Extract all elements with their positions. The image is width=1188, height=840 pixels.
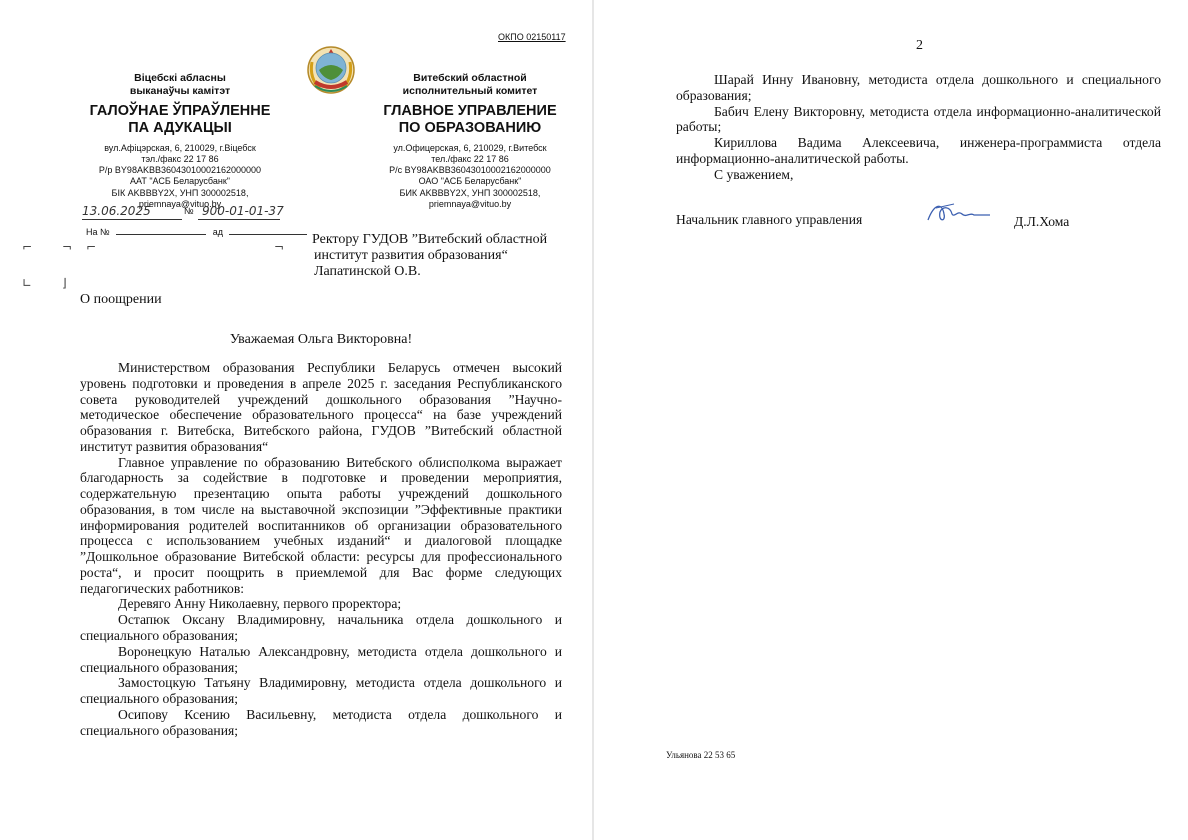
paragraph: С уважением, <box>714 166 794 182</box>
registration-date: 13.06.2025 <box>82 204 151 218</box>
recipient-block: Ректору ГУДОВ ”Витебский областной институт развития образования“ Лапатинской О.В. <box>312 232 548 280</box>
paragraph: Остапюк Оксану Владимировну, начальника отдела дошкольного и специального образования; <box>80 612 562 644</box>
na-label: На № <box>86 227 110 237</box>
paragraph: Замостоцкую Татьяну Владимировну, методиста отдела дошкольного и специального образования; <box>80 675 562 707</box>
dept-name-be: ГАЛОЎНАЕ ЎПРАЎЛЕННЕ ПА АДУКАЦЫІ <box>89 103 271 136</box>
na-line <box>116 234 206 235</box>
corner-mark: ¬ <box>274 240 285 254</box>
paragraph: Главное управление по образованию Витебского облисполкома выражает благодарность за содействие в подготовке и проведении мероприятия, содержательную презентацию опыта работы учреждений дошкольного образования, в том числе на выставочной экспозиции ”Эффективные практики информирования родителей воспитанников об организации образовательного процесса с использованием учебных изданий“ и диалоговой площадке ”Дошкольное образование Витебской области: ресурсы для профессионального роста“, и просит поощрить в приемлемой для Вас форме следующих педагогических работников: <box>80 454 562 596</box>
letter-subject: О поощрении <box>80 292 162 307</box>
address-ru: ул.Офицерская, 6, 210029, г.Витебск тел./факс 22 17 86 Р/с BY98AKBB36043010002162000000 ОАО "АСБ Беларусбанк" БИК AKBBBY2X, УНП 300002518, priemnaya@vituo.by <box>389 142 551 209</box>
paragraph: Министерством образования Республики Беларусь отмечен высокий уровень подготовки и проведения в апреле 2025 г. заседания Республиканского совета руководителей учреждений дошкольного образования ”Научно-методическое обеспечение образовательного процесса“ на базе учреждений образования г. Витебска, Витебского района, ГУДОВ ”Витебский областной институт развития образования“ <box>80 360 562 454</box>
paragraph: Воронецкую Наталью Александровну, методиста отдела дошкольного и специального образования; <box>80 643 562 675</box>
header-russian <box>350 72 590 210</box>
signatory-name: Д.Л.Хома <box>1014 214 1070 229</box>
paragraph: Осипову Ксению Васильевну, методиста отдела дошкольного и специального образования; <box>80 706 562 738</box>
paragraph: Кириллова Вадима Алексеевича, инженера-программиста отдела информационно-аналитической работы. <box>676 135 1161 166</box>
letter-body <box>80 360 562 738</box>
corner-mark: ∟ <box>22 276 33 290</box>
letter-body-continued <box>676 72 1161 182</box>
page-number: 2 <box>916 38 923 53</box>
header-belarusian <box>60 72 300 210</box>
signatory-role: Начальник главного управления <box>676 212 863 227</box>
corner-mark: ⌐ <box>22 240 33 254</box>
page-2 <box>594 0 1188 840</box>
number-underline <box>198 219 280 220</box>
paragraph: Бабич Елену Викторовну, методиста отдела информационно-аналитической работы; <box>676 103 1161 135</box>
number-label: № <box>184 206 194 216</box>
signature-icon <box>924 200 994 226</box>
corner-mark: ⌋ <box>62 276 67 290</box>
paragraph: Деревяго Анну Николаевну, первого проректора; <box>118 596 402 612</box>
reference-row <box>86 227 307 237</box>
address-be: вул.Афіцэрская, 6, 210029, г.Віцебск тэл./факс 22 17 86 Р/р BY98AKBB36043010002162000000 ААТ "АСБ Беларусбанк" БІК AKBBBY2X, УНП 300002518, priemnaya@vituo.by <box>98 142 262 209</box>
corner-mark: ⌐ <box>86 240 97 254</box>
ad-line <box>229 234 307 235</box>
date-underline <box>82 219 182 220</box>
ad-label: ад <box>212 227 223 237</box>
dept-name-ru: ГЛАВНОЕ УПРАВЛЕНИЕ ПО ОБРАЗОВАНИЮ <box>383 103 557 136</box>
executor-contact: Ульянова 22 53 65 <box>666 750 736 760</box>
registration-number: 900-01-01-37 <box>202 204 284 218</box>
org-name-be: Віцебскі абласны выканаўчы камітэт <box>129 72 231 97</box>
paragraph: Шарай Инну Ивановну, методиста отдела дошкольного и специального образования; <box>676 72 1161 103</box>
letter-greeting: Уважаемая Ольга Викторовна! <box>229 332 413 347</box>
page-1 <box>0 0 592 840</box>
okpo-code: ОКПО 02150117 <box>498 32 566 42</box>
corner-mark: ¬ <box>62 240 73 254</box>
org-name-ru: Витебский областной исполнительный комитет <box>402 72 538 97</box>
